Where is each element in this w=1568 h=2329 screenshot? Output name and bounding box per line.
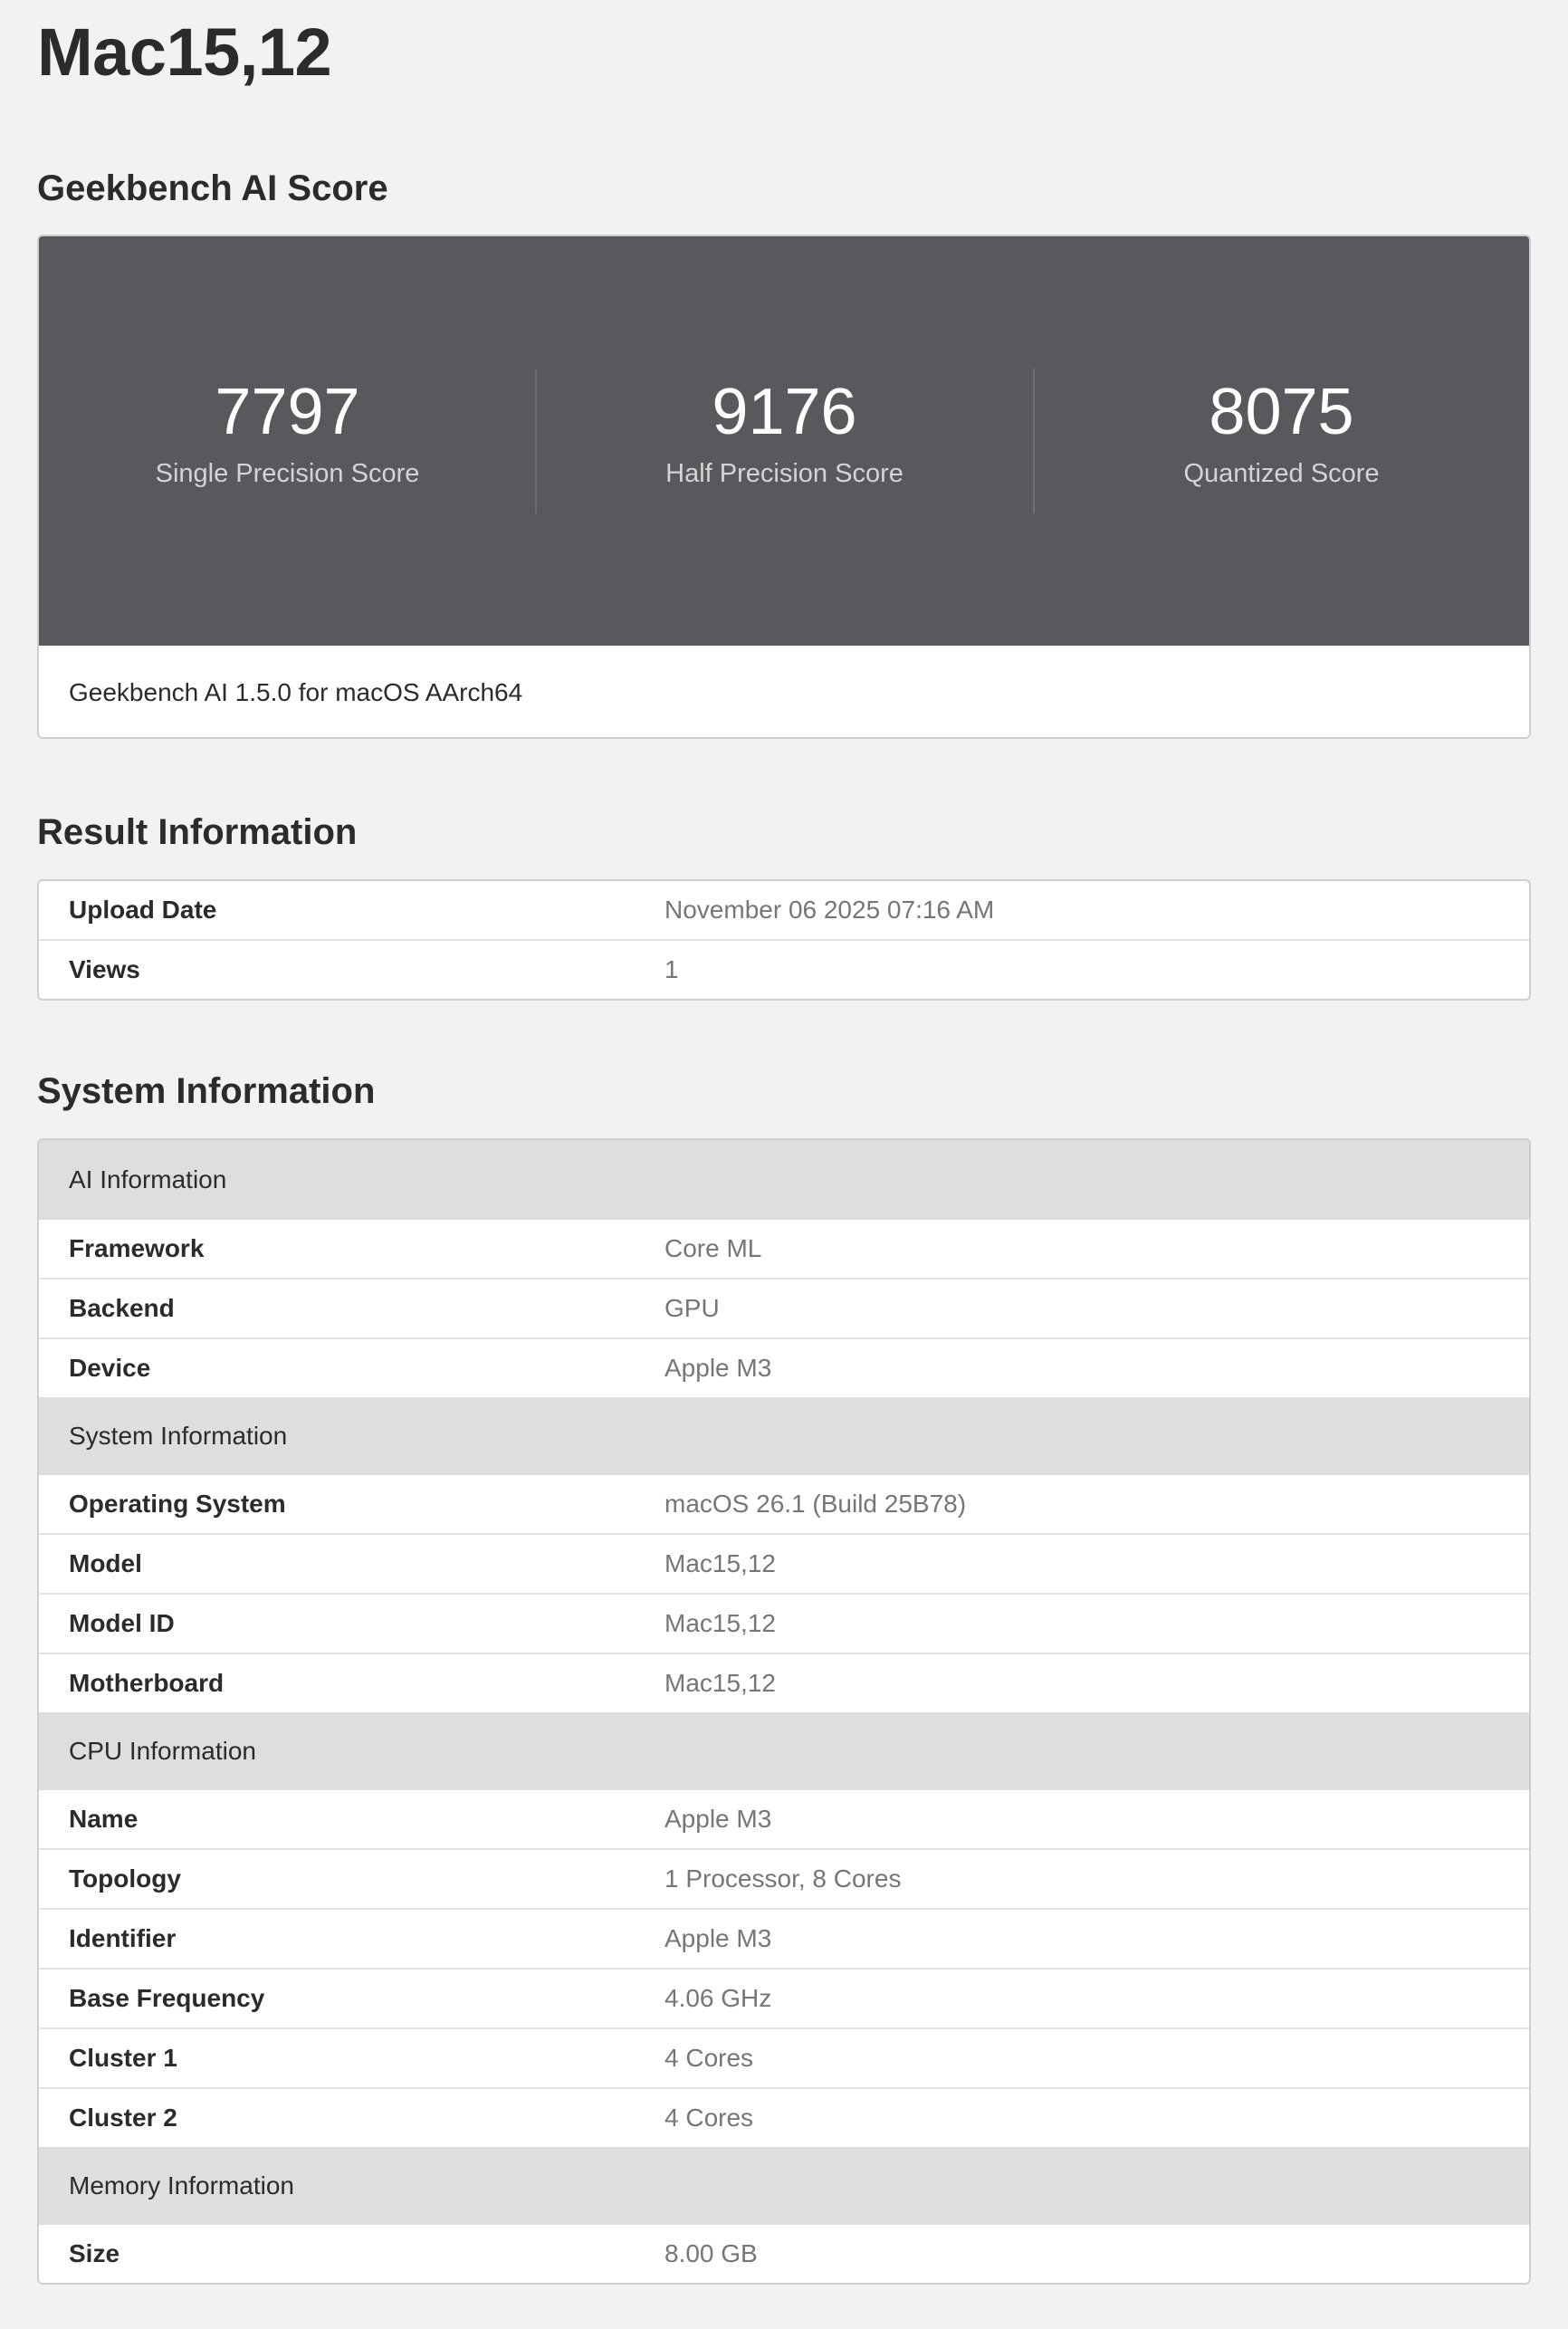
table-row	[39, 1278, 1529, 1337]
score-value: 8075	[1209, 376, 1354, 448]
table-row	[39, 1848, 1529, 1908]
quantized-score	[1033, 369, 1530, 513]
row-value: Mac15,12	[664, 1609, 776, 1637]
row-key: Backend	[69, 1294, 175, 1322]
table-row	[39, 1790, 1529, 1848]
page-title: Mac15,12	[37, 14, 332, 90]
table-row	[39, 1968, 1529, 2027]
score-value: 9176	[712, 376, 857, 448]
score-label: Quantized Score	[1183, 459, 1380, 488]
score-section-title: Geekbench AI Score	[37, 168, 388, 208]
row-value: 4.06 GHz	[664, 1984, 772, 2012]
row-value: macOS 26.1 (Build 25B78)	[664, 1490, 967, 1518]
row-value: GPU	[664, 1294, 720, 1322]
system-info-table	[37, 1138, 1531, 2285]
group-header-cpu: CPU Information	[39, 1712, 1529, 1790]
table-row	[39, 939, 1529, 999]
result-info-table	[37, 879, 1531, 1001]
table-row	[39, 1653, 1529, 1712]
row-value: 4 Cores	[664, 2044, 754, 2072]
single-precision-score	[39, 369, 536, 513]
row-key: Framework	[69, 1234, 205, 1262]
score-value: 7797	[215, 376, 360, 448]
system-section-title: System Information	[37, 1071, 376, 1111]
row-key: Model	[69, 1549, 142, 1577]
row-value: Mac15,12	[664, 1669, 776, 1697]
row-key: Base Frequency	[69, 1984, 265, 2012]
row-value: Apple M3	[664, 1805, 772, 1833]
row-value: November 06 2025 07:16 AM	[664, 896, 995, 924]
row-value: Core ML	[664, 1234, 762, 1262]
table-row	[39, 2225, 1529, 2283]
row-key: Model ID	[69, 1609, 175, 1637]
row-key: Motherboard	[69, 1669, 225, 1697]
group-header-ai: AI Information	[39, 1140, 1529, 1220]
group-header-memory: Memory Information	[39, 2147, 1529, 2225]
row-value: 1	[664, 955, 679, 983]
score-label: Single Precision Score	[155, 459, 420, 488]
table-row	[39, 1593, 1529, 1653]
row-value: Apple M3	[664, 1354, 772, 1382]
row-key: Topology	[69, 1864, 181, 1893]
score-card	[37, 235, 1531, 739]
row-key: Name	[69, 1805, 139, 1833]
table-row	[39, 2087, 1529, 2147]
score-label: Half Precision Score	[665, 459, 904, 488]
benchmark-version: Geekbench AI 1.5.0 for macOS AArch64	[69, 677, 523, 706]
result-section-title: Result Information	[37, 812, 358, 852]
row-key: Upload Date	[69, 896, 217, 924]
row-key: Views	[69, 955, 140, 983]
row-key: Identifier	[69, 1924, 177, 1952]
table-row	[39, 2027, 1529, 2087]
table-row	[39, 1220, 1529, 1278]
table-row	[39, 881, 1529, 939]
row-value: Mac15,12	[664, 1549, 776, 1577]
row-key: Operating System	[69, 1490, 286, 1518]
row-key: Cluster 1	[69, 2044, 177, 2072]
score-panel	[39, 236, 1529, 646]
row-value: 1 Processor, 8 Cores	[664, 1864, 902, 1893]
row-key: Cluster 2	[69, 2104, 177, 2132]
half-precision-score	[536, 369, 1033, 513]
table-row	[39, 1908, 1529, 1968]
table-row	[39, 1475, 1529, 1533]
row-key: Device	[69, 1354, 151, 1382]
table-row	[39, 1337, 1529, 1397]
row-key: Size	[69, 2239, 120, 2267]
row-value: 8.00 GB	[664, 2239, 758, 2267]
row-value: 4 Cores	[664, 2104, 754, 2132]
row-value: Apple M3	[664, 1924, 772, 1952]
group-header-system: System Information	[39, 1397, 1529, 1475]
table-row	[39, 1533, 1529, 1593]
